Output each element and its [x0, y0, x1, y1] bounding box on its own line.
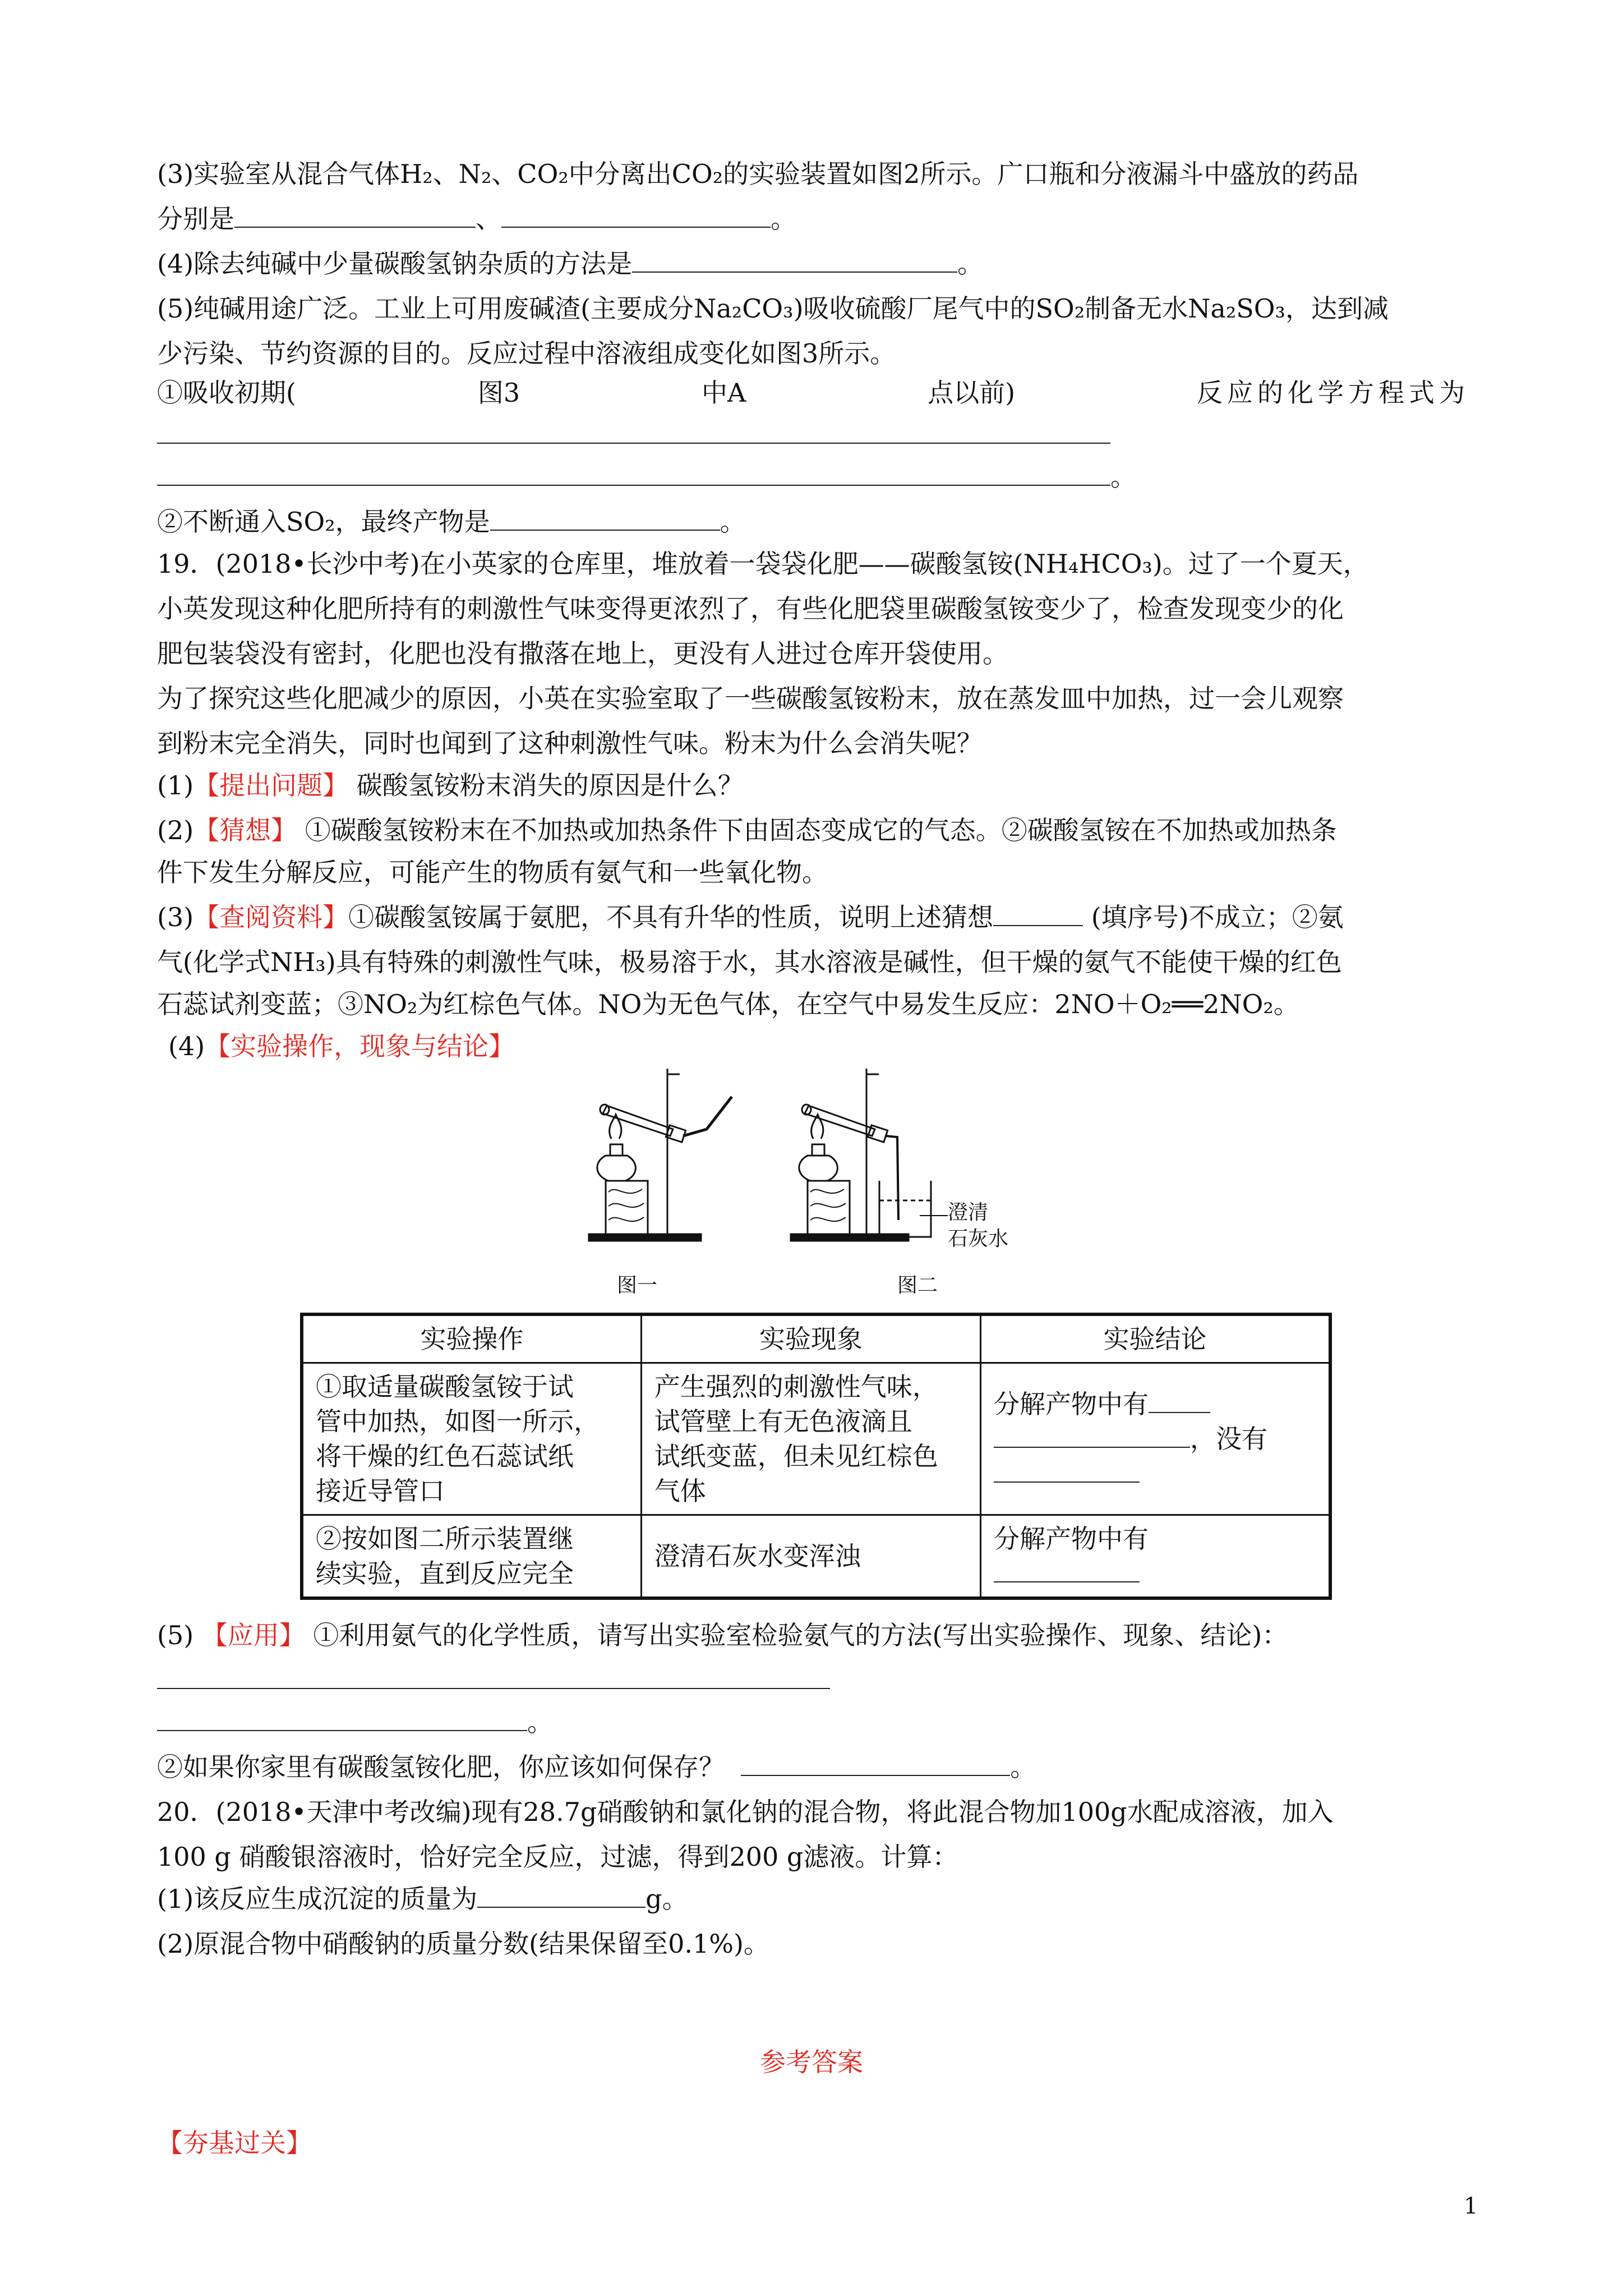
apparatus-figure	[583, 1063, 1066, 1299]
table-header: 实验结论	[980, 1314, 1330, 1363]
answer-blank[interactable]	[157, 464, 1110, 486]
part-text: 碳酸氢铵粉末消失的原因是什么？	[356, 770, 744, 800]
period: 。	[720, 507, 746, 537]
cell-line	[994, 1387, 1316, 1421]
q19-intro-line5: 到粉末完全消失，同时也闻到了这种刺激性气味。粉末为什么会消失呢？	[157, 728, 983, 758]
q19-part3-line3: 石蕊试剂变蓝；③NO₂为红棕色气体。NO为无色气体，在空气中易发生反应：2NO＋O₂══2NO₂。	[157, 989, 1299, 1019]
answer-blank[interactable]	[741, 1750, 1010, 1776]
q18-part5-line2: 少污染、节约资源的目的。反应过程中溶液组成变化如图3所示。	[157, 338, 896, 369]
cell-line	[994, 1456, 1316, 1491]
table-cell-phenomenon	[641, 1363, 980, 1515]
text-segment: 反应的化学方程式为	[1196, 378, 1469, 408]
q19-part2	[157, 813, 1337, 847]
table-header-row	[302, 1314, 1330, 1363]
q19-part5-blank1	[157, 1663, 830, 1697]
answer-blank[interactable]	[477, 1882, 645, 1908]
answer-blank[interactable]	[994, 1457, 1140, 1483]
answer-blank[interactable]	[994, 1557, 1140, 1582]
section-tag-basic: 【夯基过关】	[157, 2128, 312, 2158]
q19-part2-line2: 件下发生分解反应，可能产生的物质有氨气和一些氧化物。	[157, 857, 828, 887]
q18-part5-line1: (5)纯碱用途广泛。工业上可用废碱渣(主要成分Na₂CO₃)吸收硫酸厂尾气中的SO₂制备无水Na₂SO₃，达到减	[157, 293, 1389, 324]
q20-line2: 100 g 硝酸银溶液时，恰好完全反应，过滤，得到200 g滤液。计算：	[157, 1842, 958, 1872]
q19-intro-line1: 19．(2018•长沙中考)在小英家的仓库里，堆放着一袋袋化肥——碳酸氢铵(NH₄HCO₃)。过了一个夏天，	[157, 549, 1369, 579]
conclusion-text: 分解产物中有	[993, 1524, 1149, 1554]
cell-line: 产生强烈的刺激性气味，	[654, 1372, 938, 1402]
section-tag: 【应用】	[201, 1620, 305, 1650]
period: 。	[527, 1707, 553, 1737]
figure-two-apparatus	[791, 1069, 948, 1241]
table-header: 实验现象	[641, 1314, 980, 1363]
text-segment: ①吸收初期(	[157, 378, 296, 408]
table-cell-conclusion	[980, 1363, 1330, 1515]
table-header: 实验操作	[302, 1314, 641, 1363]
q19-part3-line2: 气(化学式NH₃)具有特殊的刺激性气味，极易溶于水，其水溶液是碱性，但干燥的氨气不能使干燥的红色	[157, 947, 1342, 977]
answer-blank[interactable]	[501, 202, 771, 228]
cell-line: 气体	[654, 1476, 706, 1506]
apparatus-drawing	[583, 1063, 1066, 1299]
q19-intro-line2: 小英发现这种化肥所持有的刺激性气味变得更浓烈了，有些化肥袋里碳酸氢铵变少了，检查发现变少的化	[157, 593, 1344, 624]
part-number: (3)	[157, 902, 194, 932]
part-number: (2)	[157, 815, 194, 845]
fig1-caption: 图一	[617, 1274, 658, 1297]
q19-part5-sub2	[157, 1750, 1036, 1784]
table-cell-operation	[302, 1515, 641, 1599]
answers-title: 参考答案	[760, 2047, 863, 2077]
text-segment: 图3	[477, 378, 520, 408]
fig2-label-line1: 澄清	[948, 1201, 989, 1224]
fig2-label-line2: 石灰水	[948, 1227, 1009, 1250]
fig2-caption: 图二	[897, 1274, 938, 1297]
table-row	[302, 1363, 1330, 1515]
q18-part5-sub1-blank2	[157, 460, 1136, 494]
table-cell-conclusion	[980, 1515, 1330, 1599]
period: 。	[771, 204, 796, 234]
cell-line	[994, 1556, 1316, 1591]
cell-line: 管中加热，如图一所示，	[316, 1406, 600, 1437]
q19-part5-blank2	[157, 1705, 553, 1739]
cell-line: ①取适量碳酸氢铵于试	[316, 1372, 574, 1402]
experiment-table	[300, 1313, 1332, 1600]
q19-part3	[157, 900, 1344, 934]
cell-line: 接近导管口	[316, 1476, 445, 1506]
part-number: (1)	[157, 770, 194, 800]
section-tag: 【猜想】	[193, 815, 297, 845]
q18-part3-line1: (3)实验室从混合气体H₂、N₂、CO₂中分离出CO₂的实验装置如图2所示。广口瓶和分液漏斗中盛放的药品	[157, 159, 1359, 189]
q19-intro-line4: 为了探究这些化肥减少的原因，小英在实验室取了一些碳酸氢铵粉末，放在蒸发皿中加热，过一会儿观察	[157, 683, 1344, 714]
answer-blank[interactable]	[490, 505, 720, 531]
part-number: (4)	[168, 1031, 205, 1061]
q20-line1: 20．(2018•天津中考改编)现有28.7g硝酸钠和氯化钠的混合物，将此混合物加100g水配成溶液，加入	[157, 1797, 1334, 1827]
answer-blank[interactable]	[632, 247, 957, 273]
q18-part5-sub2-text: ②不断通入SO₂，最终产物是	[157, 507, 490, 537]
cell-line	[994, 1421, 1316, 1456]
answer-blank[interactable]	[1149, 1387, 1210, 1413]
answer-blank[interactable]	[157, 1710, 527, 1731]
q18-part4-text: (4)除去纯碱中少量碳酸氢钠杂质的方法是	[157, 249, 633, 279]
cell-line: 将干燥的红色石蕊试纸	[316, 1441, 574, 1471]
period: 。	[957, 249, 984, 279]
cell-line: ②按如图二所示装置继	[316, 1524, 574, 1554]
part-text: ②如果你家里有碳酸氢铵化肥，你应该如何保存？	[157, 1752, 725, 1782]
table-cell-operation	[302, 1363, 641, 1515]
part-text: ①碳酸氢铵粉末在不加热或加热条件下由固态变成它的气态。②碳酸氢铵在不加热或加热条	[305, 815, 1337, 845]
table-row	[302, 1515, 1330, 1599]
q19-part5	[157, 1618, 1288, 1652]
period: 。	[1010, 1752, 1036, 1782]
q18-part3-label: 分别是	[157, 204, 234, 234]
conclusion-text: ，没有	[1189, 1424, 1267, 1454]
part-text: ①碳酸氢铵属于氨肥，不具有升华的性质，说明上述猜想	[348, 902, 994, 932]
q20-part2: (2)原混合物中硝酸钠的质量分数(结果保留至0.1%)。	[157, 1929, 769, 1959]
unit: g。	[645, 1884, 688, 1914]
q19-part4	[168, 1029, 514, 1063]
text-segment: 点以前)	[928, 378, 1016, 408]
part-text: (1)该反应生成沉淀的质量为	[157, 1884, 478, 1914]
figure-one-apparatus	[589, 1069, 732, 1241]
part-text: (填序号)不成立；②氨	[1091, 902, 1344, 932]
table-cell-phenomenon: 澄清石灰水变浑浊	[641, 1515, 980, 1599]
period: 。	[1110, 462, 1136, 492]
q19-intro-line3: 肥包装袋没有密封，化肥也没有撒落在地上，更没有人进过仓库开袋使用。	[157, 638, 1008, 669]
section-tag: 【实验操作，现象与结论】	[205, 1031, 515, 1061]
separator: 、	[476, 204, 501, 234]
q18-part5-sub2	[157, 505, 746, 539]
q20-part1	[157, 1882, 688, 1916]
part-text: ①利用氨气的化学性质，请写出实验室检验氨气的方法(写出实验操作、现象、结论)：	[313, 1620, 1288, 1650]
section-tag: 【提出问题】	[193, 770, 349, 800]
cell-line: 续实验，直到反应完全	[316, 1558, 574, 1589]
page-number: 1	[1464, 2193, 1478, 2219]
conclusion-text: 分解产物中有	[993, 1389, 1149, 1419]
answer-blank[interactable]	[157, 1671, 830, 1689]
answer-blank[interactable]	[234, 202, 476, 228]
q19-part1	[157, 769, 744, 802]
section-tag: 【查阅资料】	[193, 902, 349, 932]
answer-blank[interactable]	[993, 900, 1083, 926]
q18-part5-sub1-blank1	[157, 418, 1110, 452]
answer-blank[interactable]	[157, 422, 1110, 444]
text-segment: 中A	[702, 378, 746, 408]
answer-blank[interactable]	[994, 1422, 1190, 1448]
part-number: (5)	[157, 1620, 194, 1650]
q18-part5-sub1	[157, 376, 1469, 409]
cell-line: 试管壁上有无色液滴且	[654, 1406, 912, 1437]
cell-line: 试纸变蓝，但未见红棕色	[654, 1441, 938, 1471]
q18-part3-line2	[157, 202, 796, 236]
q18-part4	[157, 247, 983, 280]
